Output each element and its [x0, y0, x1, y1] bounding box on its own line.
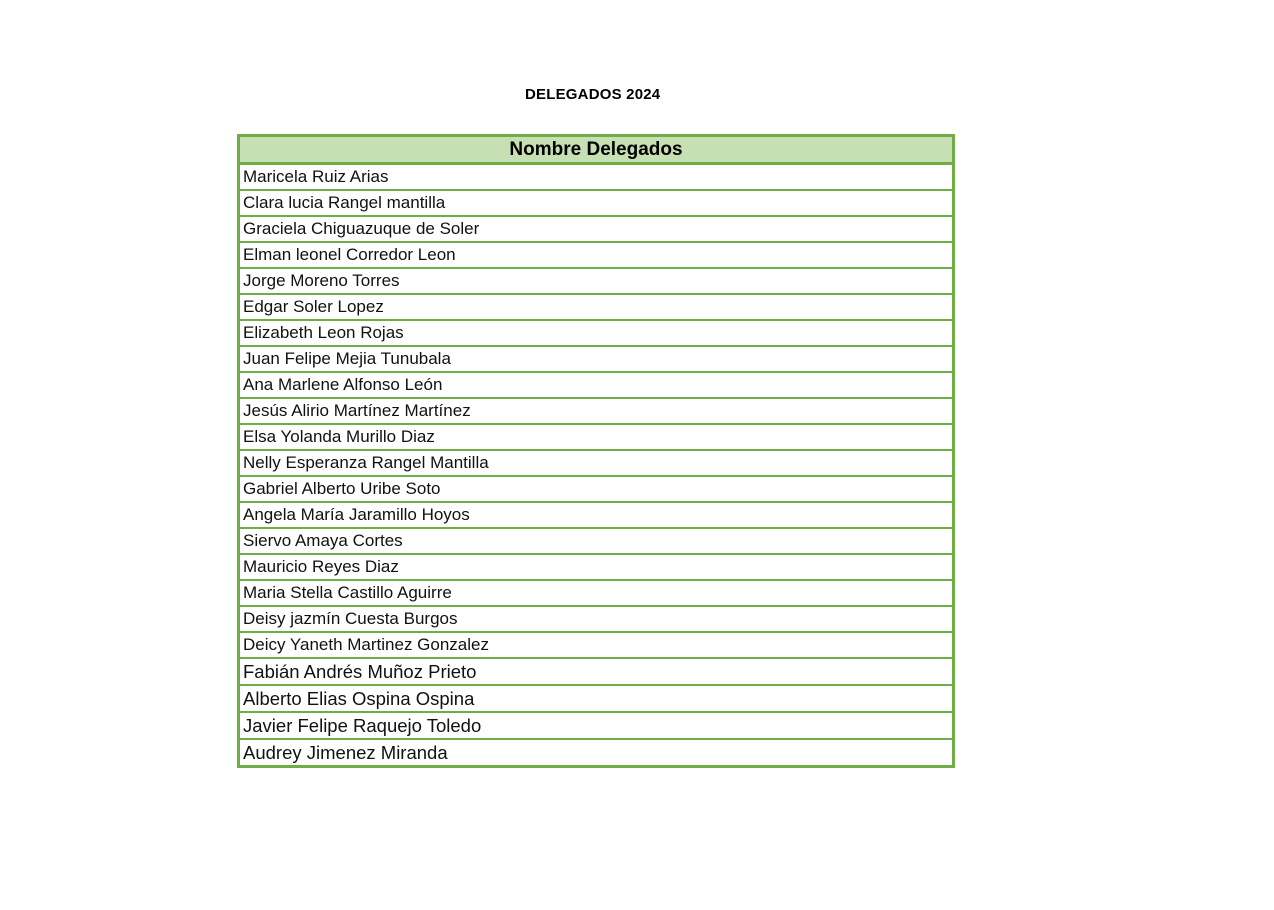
table-cell: Juan Felipe Mejia Tunubala [240, 346, 952, 372]
table-row [240, 554, 952, 580]
table-cell: Javier Felipe Raquejo Toledo [240, 712, 952, 739]
table-cell: Ana Marlene Alfonso León [240, 372, 952, 398]
delegates-table [240, 137, 952, 765]
table-row [240, 398, 952, 424]
table-cell: Nelly Esperanza Rangel Mantilla [240, 450, 952, 476]
page-title: DELEGADOS 2024 [525, 86, 661, 103]
table-cell: Audrey Jimenez Miranda [240, 739, 952, 765]
table-row [240, 476, 952, 502]
table-row [240, 606, 952, 632]
table-row [240, 294, 952, 320]
table-row [240, 450, 952, 476]
table-cell: Deicy Yaneth Martinez Gonzalez [240, 632, 952, 658]
table-row [240, 739, 952, 765]
table-row [240, 712, 952, 739]
table-cell: Mauricio Reyes Diaz [240, 554, 952, 580]
table-header-row [240, 137, 952, 164]
table-row [240, 268, 952, 294]
table-row [240, 424, 952, 450]
table-cell: Angela María Jaramillo Hoyos [240, 502, 952, 528]
table-row [240, 164, 952, 191]
table-row [240, 346, 952, 372]
table-row [240, 242, 952, 268]
table-cell: Jesús Alirio Martínez Martínez [240, 398, 952, 424]
table-cell: Graciela Chiguazuque de Soler [240, 216, 952, 242]
table-row [240, 372, 952, 398]
table-cell: Clara lucia Rangel mantilla [240, 190, 952, 216]
table-row [240, 632, 952, 658]
table-cell: Elman leonel Corredor Leon [240, 242, 952, 268]
table-cell: Maricela Ruiz Arias [243, 167, 389, 186]
table-row [240, 580, 952, 606]
table-row [240, 528, 952, 554]
table-cell: Alberto Elias Ospina Ospina [240, 685, 952, 712]
table-cell: Jorge Moreno Torres [240, 268, 952, 294]
table-cell: Fabián Andrés Muñoz Prieto [240, 658, 952, 685]
table-cell: Siervo Amaya Cortes [240, 528, 952, 554]
table-cell: Deisy jazmín Cuesta Burgos [240, 606, 952, 632]
table-cell: Gabriel Alberto Uribe Soto [240, 476, 952, 502]
column-header-nombre-delegados: Nombre Delegados [240, 137, 952, 164]
table-cell: Edgar Soler Lopez [240, 294, 952, 320]
table-cell: Elsa Yolanda Murillo Diaz [240, 424, 952, 450]
table-row [240, 502, 952, 528]
table-cell: Maria Stella Castillo Aguirre [240, 580, 952, 606]
table-row [240, 685, 952, 712]
table-row [240, 320, 952, 346]
delegates-table-container [237, 134, 955, 768]
table-row [240, 216, 952, 242]
table-row [240, 658, 952, 685]
table-row [240, 190, 952, 216]
table-cell: Elizabeth Leon Rojas [240, 320, 952, 346]
